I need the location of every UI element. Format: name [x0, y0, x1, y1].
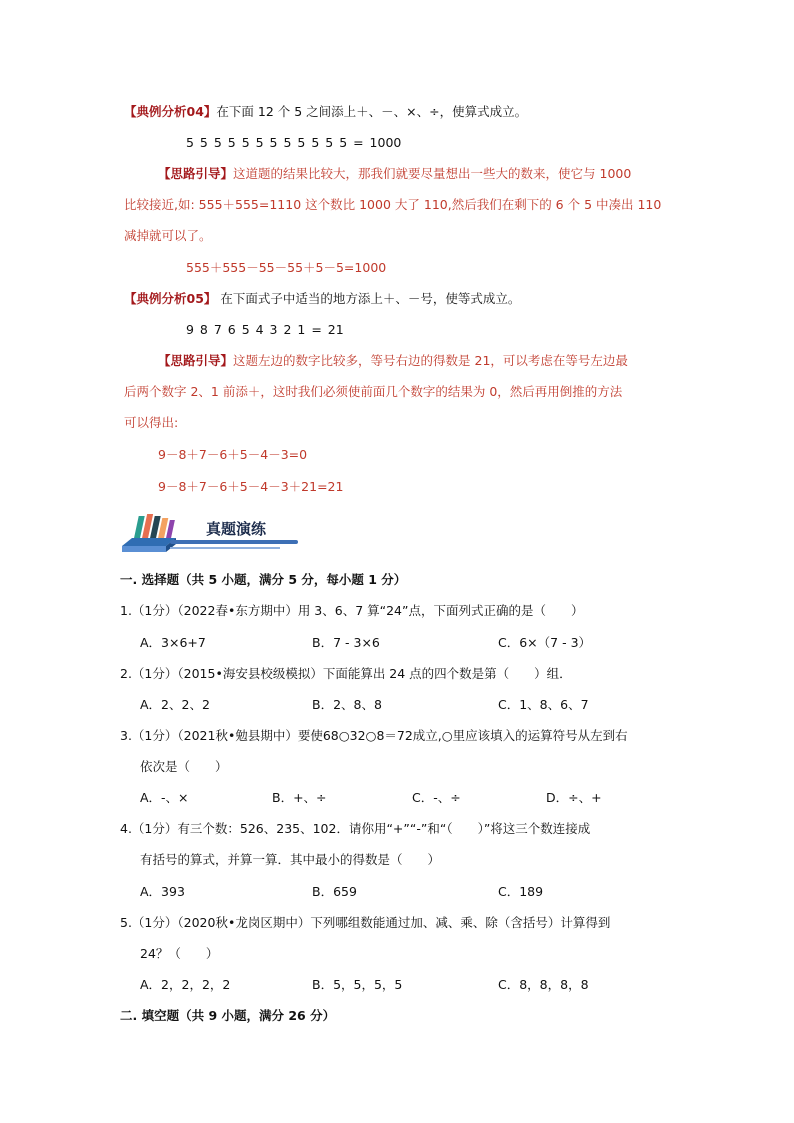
example4-hint-tag: 【思路引导】: [158, 166, 234, 181]
q2-text: 2.（1分）（2015•海安县校级模拟）下面能算出 24 点的四个数是第（ ）组．: [120, 666, 572, 681]
practice-heading: [120, 510, 300, 560]
q1-option-c: C．6×（7 - 3）: [498, 635, 592, 650]
q5-text-line2: 24？（ ）: [140, 946, 219, 961]
q3-option-c: C．-、÷: [412, 790, 461, 805]
q2-option-a: A．2、2、2: [140, 697, 210, 712]
example4-question: 在下面 12 个 5 之间添上＋、－、×、÷，使算式成立。: [216, 104, 528, 119]
example4-question-line: [124, 103, 527, 121]
section1-title: 一. 选择题（共 5 小题，满分 5 分，每小题 1 分）: [120, 572, 407, 587]
q3-option-b: B．+、÷: [272, 790, 327, 805]
q5-option-a: A．2，2，2，2: [140, 977, 231, 992]
example5-answer1: 9－8＋7－6＋5－4－3=0: [158, 447, 308, 462]
heading-underline-thin: [170, 547, 280, 549]
example4-answer: 555＋555－55－55＋5－5=1000: [186, 260, 387, 275]
example5-tag: 【典例分析05】: [124, 291, 217, 306]
example4-tag: 【典例分析04】: [124, 104, 217, 119]
example5-expression: 9 8 7 6 5 4 3 2 1 = 21: [186, 322, 344, 337]
example5-hint-tag: 【思路引导】: [158, 353, 234, 368]
example5-hint-line1: [158, 352, 628, 370]
example4-expression: 5 5 5 5 5 5 5 5 5 5 5 5 = 1000: [186, 135, 402, 150]
books-icon: [120, 510, 200, 558]
heading-underline: [170, 540, 298, 544]
q3-option-d: D．÷、+: [546, 790, 602, 805]
q1-option-b: B．7 - 3×6: [312, 635, 380, 650]
q3-option-a: A．-、×: [140, 790, 189, 805]
example5-question: 在下面式子中适当的地方添上＋、－号，使等式成立。: [220, 291, 521, 306]
example4-hint-line2: 比较接近,如: 555＋555=1110 这个数比 1000 大了 110,然后我们在剩下的 6 个 5 中凑出 110: [124, 197, 662, 212]
example4-hint-text1: 这道题的结果比较大，那我们就要尽量想出一些大的数来，使它与 1000: [233, 166, 632, 181]
q4-text-line1: 4.（1分）有三个数：526、235、102．请你用“+”“-”和“（ ）”将这三个数连接成: [120, 821, 591, 836]
section2-title: 二. 填空题（共 9 小题，满分 26 分）: [120, 1008, 336, 1023]
q5-text-line1: 5.（1分）（2020秋•龙岗区期中）下列哪组数能通过加、减、乘、除（含括号）计算得到: [120, 915, 611, 930]
q5-option-b: B．5，5，5，5: [312, 977, 403, 992]
q2-option-b: B．2、8、8: [312, 697, 382, 712]
q3-text-line1: 3.（1分）（2021秋•勉县期中）要使68○32○8＝72成立,○里应该填入的运算符号从左到右: [120, 728, 628, 743]
q5-option-c: C．8，8，8，8: [498, 977, 589, 992]
q4-option-c: C．189: [498, 884, 544, 899]
q1-text: 1.（1分）（2022春•东方期中）用 3、6、7 算“24”点，下面列式正确的是（ ）: [120, 603, 584, 618]
practice-heading-text: 真题演练: [206, 520, 267, 538]
example5-question-line: [124, 290, 520, 308]
example5-hint-line2: 后两个数字 2、1 前添＋，这时我们必须使前面几个数字的结果为 0，然后再用倒推的方法: [124, 384, 623, 399]
q4-option-b: B．659: [312, 884, 357, 899]
example5-hint-line3: 可以得出:: [124, 415, 179, 430]
q4-text-line2: 有括号的算式，并算一算．其中最小的得数是（ ）: [140, 852, 441, 867]
example4-hint-line3: 减掉就可以了。: [124, 228, 212, 243]
example5-hint-text1: 这题左边的数字比较多，等号右边的得数是 21，可以考虑在等号左边最: [233, 353, 628, 368]
example5-answer2: 9－8＋7－6＋5－4－3＋21=21: [158, 479, 344, 494]
q2-option-c: C．1、8、6、7: [498, 697, 589, 712]
q3-text-line2: 依次是（ ）: [140, 759, 228, 774]
q1-option-a: A．3×6+7: [140, 635, 206, 650]
q4-option-a: A．393: [140, 884, 185, 899]
example4-hint-line1: [158, 165, 631, 183]
